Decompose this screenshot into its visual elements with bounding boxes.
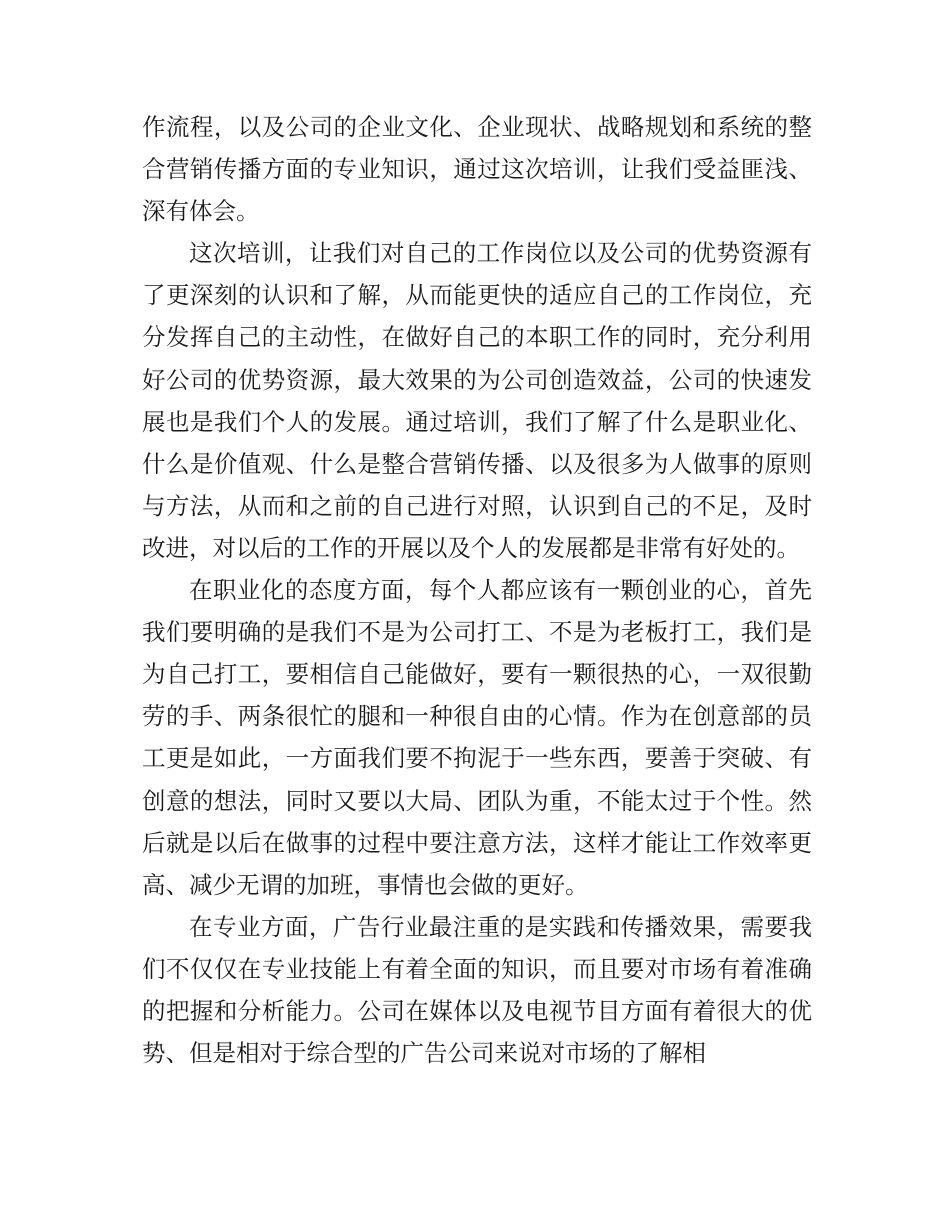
document-page <box>142 106 812 1074</box>
paragraph-1: 作流程，以及公司的企业文化、企业现状、战略规划和系统的整合营销传播方面的专业知识，通过这次培训，让我们受益匪浅、深有体会。 <box>142 113 812 226</box>
paragraph-4: 在专业方面，广告行业最注重的是实践和传播效果，需要我们不仅仅在专业技能上有着全面的知识，而且要对市场有着准确的把握和分析能力。公司在媒体以及电视节目方面有着很大的优势、但是相对于综合型的广告公司来说对市场的了解相 <box>142 912 812 1068</box>
paragraph-2: 这次培训，让我们对自己的工作岗位以及公司的优势资源有了更深刻的认识和了解，从而能更快的适应自己的工作岗位，充分发挥自己的主动性，在做好自己的本职工作的同时，充分利用好公司的优势资源，最大效果的为公司创造效益，公司的快速发展也是我们个人的发展。通过培训，我们了解了什么是职业化、什么是价值观、什么是整合营销传播、以及很多为人做事的原则与方法，从而和之前的自己进行对照，认识到自己的不足，及时改进，对以后的工作的开展以及个人的发展都是非常有好处的。 <box>142 239 812 562</box>
paragraph-3: 在职业化的态度方面，每个人都应该有一颗创业的心，首先我们要明确的是我们不是为公司打工、不是为老板打工，我们是为自己打工，要相信自己能做好，要有一颗很热的心，一双很勤劳的手、两条很忙的腿和一种很自由的心情。作为在创意部的员工更是如此，一方面我们要不拘泥于一些东西，要善于突破、有创意的想法，同时又要以大局、团队为重，不能太过于个性。然后就是以后在做事的过程中要注意方法，这样才能让工作效率更高、减少无谓的加班，事情也会做的更好。 <box>142 576 812 899</box>
